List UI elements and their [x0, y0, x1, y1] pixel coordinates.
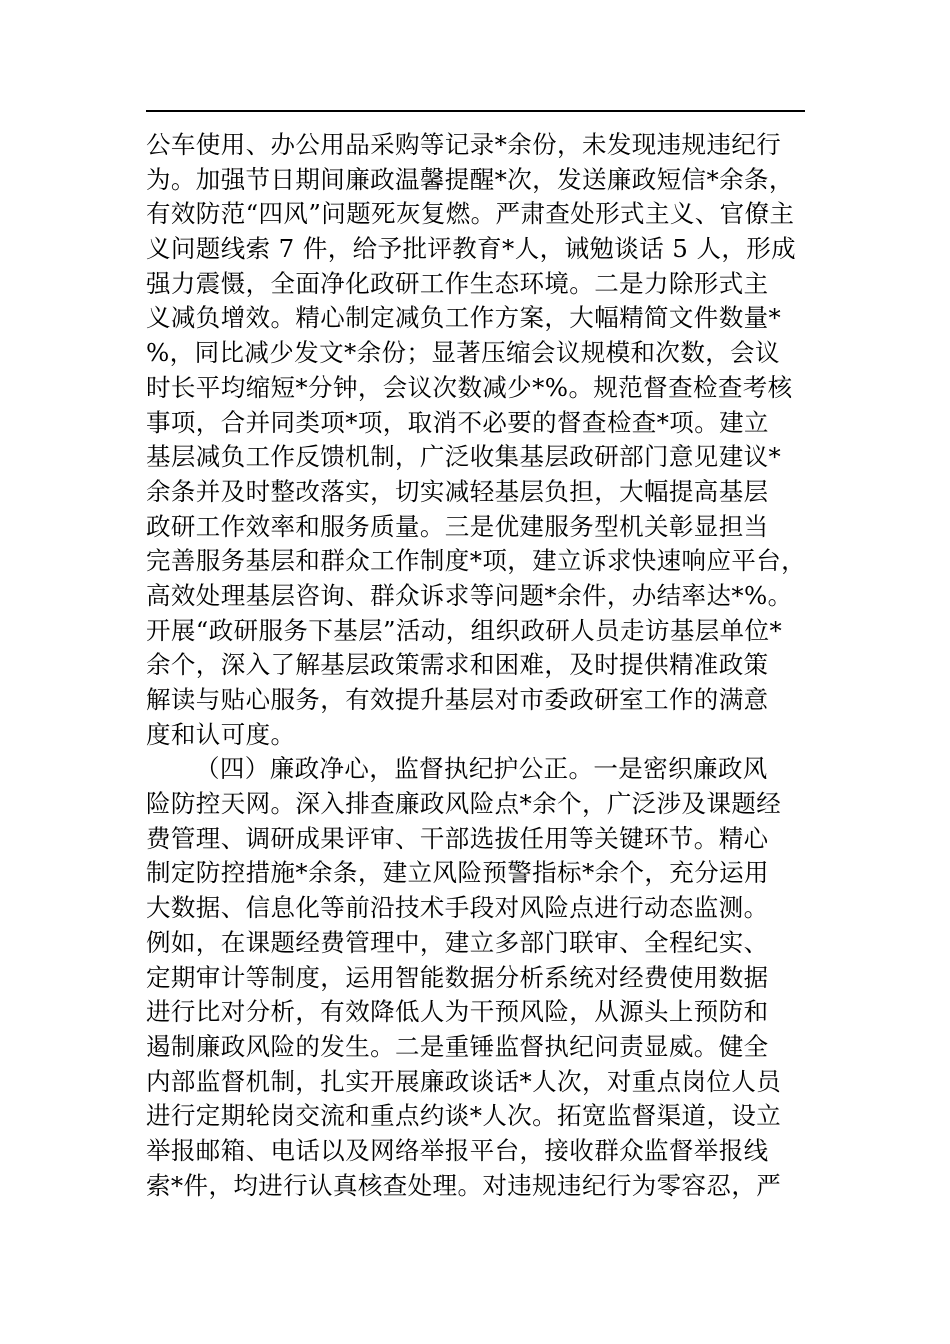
text-line: 强力震慑，全面净化政研工作生态环境。二是力除形式主: [146, 268, 769, 298]
text-line: 进行比对分析，有效降低人为干预风险，从源头上预防和: [146, 997, 769, 1027]
header-rule: [146, 110, 805, 112]
text-line: 事项，合并同类项*项，取消不必要的督查检查*项。建立: [146, 407, 769, 437]
text-line: 内部监督机制，扎实开展廉政谈话*人次，对重点岗位人员: [146, 1066, 782, 1096]
text-line: 时长平均缩短*分钟，会议次数减少*%。规范督查检查考核: [146, 372, 793, 402]
text-line: 进行定期轮岗交流和重点约谈*人次。拓宽监督渠道，设立: [146, 1101, 782, 1131]
body-text: [146, 128, 826, 1203]
text-line: 例如，在课题经费管理中，建立多部门联审、全程纪实、: [146, 927, 769, 957]
text-line: 制定防控措施*余条，建立风险预警指标*余个，充分运用: [146, 858, 769, 888]
text-line: 定期审计等制度，运用智能数据分析系统对经费使用数据: [146, 962, 769, 992]
text-line: 度和认可度。: [146, 719, 296, 749]
text-line: 大数据、信息化等前沿技术手段对风险点进行动态监测。: [146, 893, 769, 923]
text-line: 为。加强节日期间廉政温馨提醒*次，发送廉政短信*余条，: [146, 164, 794, 194]
text-line: 义问题线索 7 件，给予批评教育*人，诫勉谈话 5 人，形成: [146, 234, 797, 264]
text-line: 举报邮箱、电话以及网络举报平台，接收群众监督举报线: [146, 1135, 769, 1165]
text-line: 开展“政研服务下基层”活动，组织政研人员走访基层单位*: [146, 615, 783, 645]
text-line: 高效处理基层咨询、群众诉求等问题*余件，办结率达*%。: [146, 580, 793, 610]
text-line: 完善服务基层和群众工作制度*项，建立诉求快速响应平台，: [146, 546, 807, 576]
text-line: %，同比减少发文*余份；显著压缩会议规模和次数，会议: [146, 338, 780, 368]
text-line: 险防控天网。深入排查廉政风险点*余个，广泛涉及课题经: [146, 789, 782, 819]
text-line: 解读与贴心服务，有效提升基层对市委政研室工作的满意: [146, 685, 769, 714]
text-line: 义减负增效。精心制定减负工作方案，大幅精简文件数量*: [146, 303, 782, 333]
text-line: 费管理、调研成果评审、干部选拔任用等关键环节。精心: [146, 823, 769, 853]
section-heading-line: （四）廉政净心，监督执纪护公正。一是密织廉政风: [195, 754, 768, 784]
text-line: 基层减负工作反馈机制，广泛收集基层政研部门意见建议*: [146, 442, 782, 472]
text-line: 政研工作效率和服务质量。三是优建服务型机关彰显担当: [146, 511, 769, 541]
text-line: 有效防范“四风”问题死灰复燃。严肃查处形式主义、官僚主: [146, 199, 795, 229]
text-line: 余条并及时整改落实，切实减轻基层负担，大幅提高基层: [146, 476, 769, 506]
text-line: 索*件，均进行认真核查处理。对违规违纪行为零容忍，严: [146, 1170, 782, 1200]
text-line: 公车使用、办公用品采购等记录*余份，未发现违规违纪行: [146, 130, 782, 159]
text-line: 遏制廉政风险的发生。二是重锤监督执纪问责显威。健全: [146, 1031, 769, 1061]
text-line: 余个，深入了解基层政策需求和困难，及时提供精准政策: [146, 650, 769, 680]
